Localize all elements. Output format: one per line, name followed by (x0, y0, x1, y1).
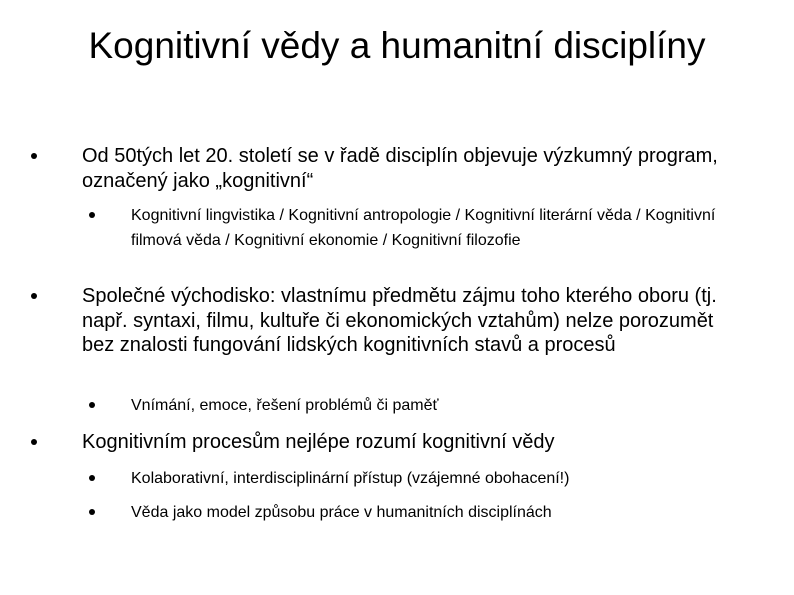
bullet-3-sub-1 (131, 467, 721, 492)
bullet-2-text: Společné východisko: vlastnímu předmětu zájmu toho kterého oboru (tj. např. syntaxi, filmu, kultuře či ekonomických vztahům) nelze porozumět bez znalosti fungování lidských kognitivních stavů a procesů (82, 285, 717, 356)
bullet-1-text: Od 50tých let 20. století se v řadě disciplín objevuje výzkumný program, označený jako „kognitivní“ (82, 145, 718, 192)
bullet-dot-icon (89, 509, 95, 515)
bullet-2-sub-1 (131, 394, 721, 419)
bullet-dot-icon (31, 153, 37, 159)
bullet-1-sub-1-text: Kognitivní lingvistika / Kognitivní antropologie / Kognitivní literární věda / Kognitivní filmová věda / Kognitivní ekonomie / Kognitivní filozofie (131, 207, 716, 249)
bullet-2 (82, 284, 722, 358)
bullet-3-sub-2 (131, 501, 721, 526)
bullet-3-text: Kognitivním procesům nejlépe rozumí kognitivní vědy (82, 431, 555, 453)
bullet-3-sub-1-text: Kolaborativní, interdisciplinární přístup (vzájemné obohacení!) (131, 470, 570, 487)
bullet-3-sub-2-text: Věda jako model způsobu práce v humanitních disciplínách (131, 504, 552, 521)
bullet-dot-icon (89, 402, 95, 408)
slide-title: Kognitivní vědy a humanitní disciplíny (88, 25, 706, 66)
bullet-dot-icon (31, 293, 37, 299)
bullet-2-sub-1-text: Vnímání, emoce, řešení problémů či paměť (131, 397, 439, 414)
bullet-dot-icon (31, 439, 37, 445)
bullet-dot-icon (89, 212, 95, 218)
bullet-1 (82, 144, 722, 193)
bullet-1-sub-1 (131, 204, 721, 253)
bullet-3 (82, 430, 722, 455)
bullet-dot-icon (89, 475, 95, 481)
